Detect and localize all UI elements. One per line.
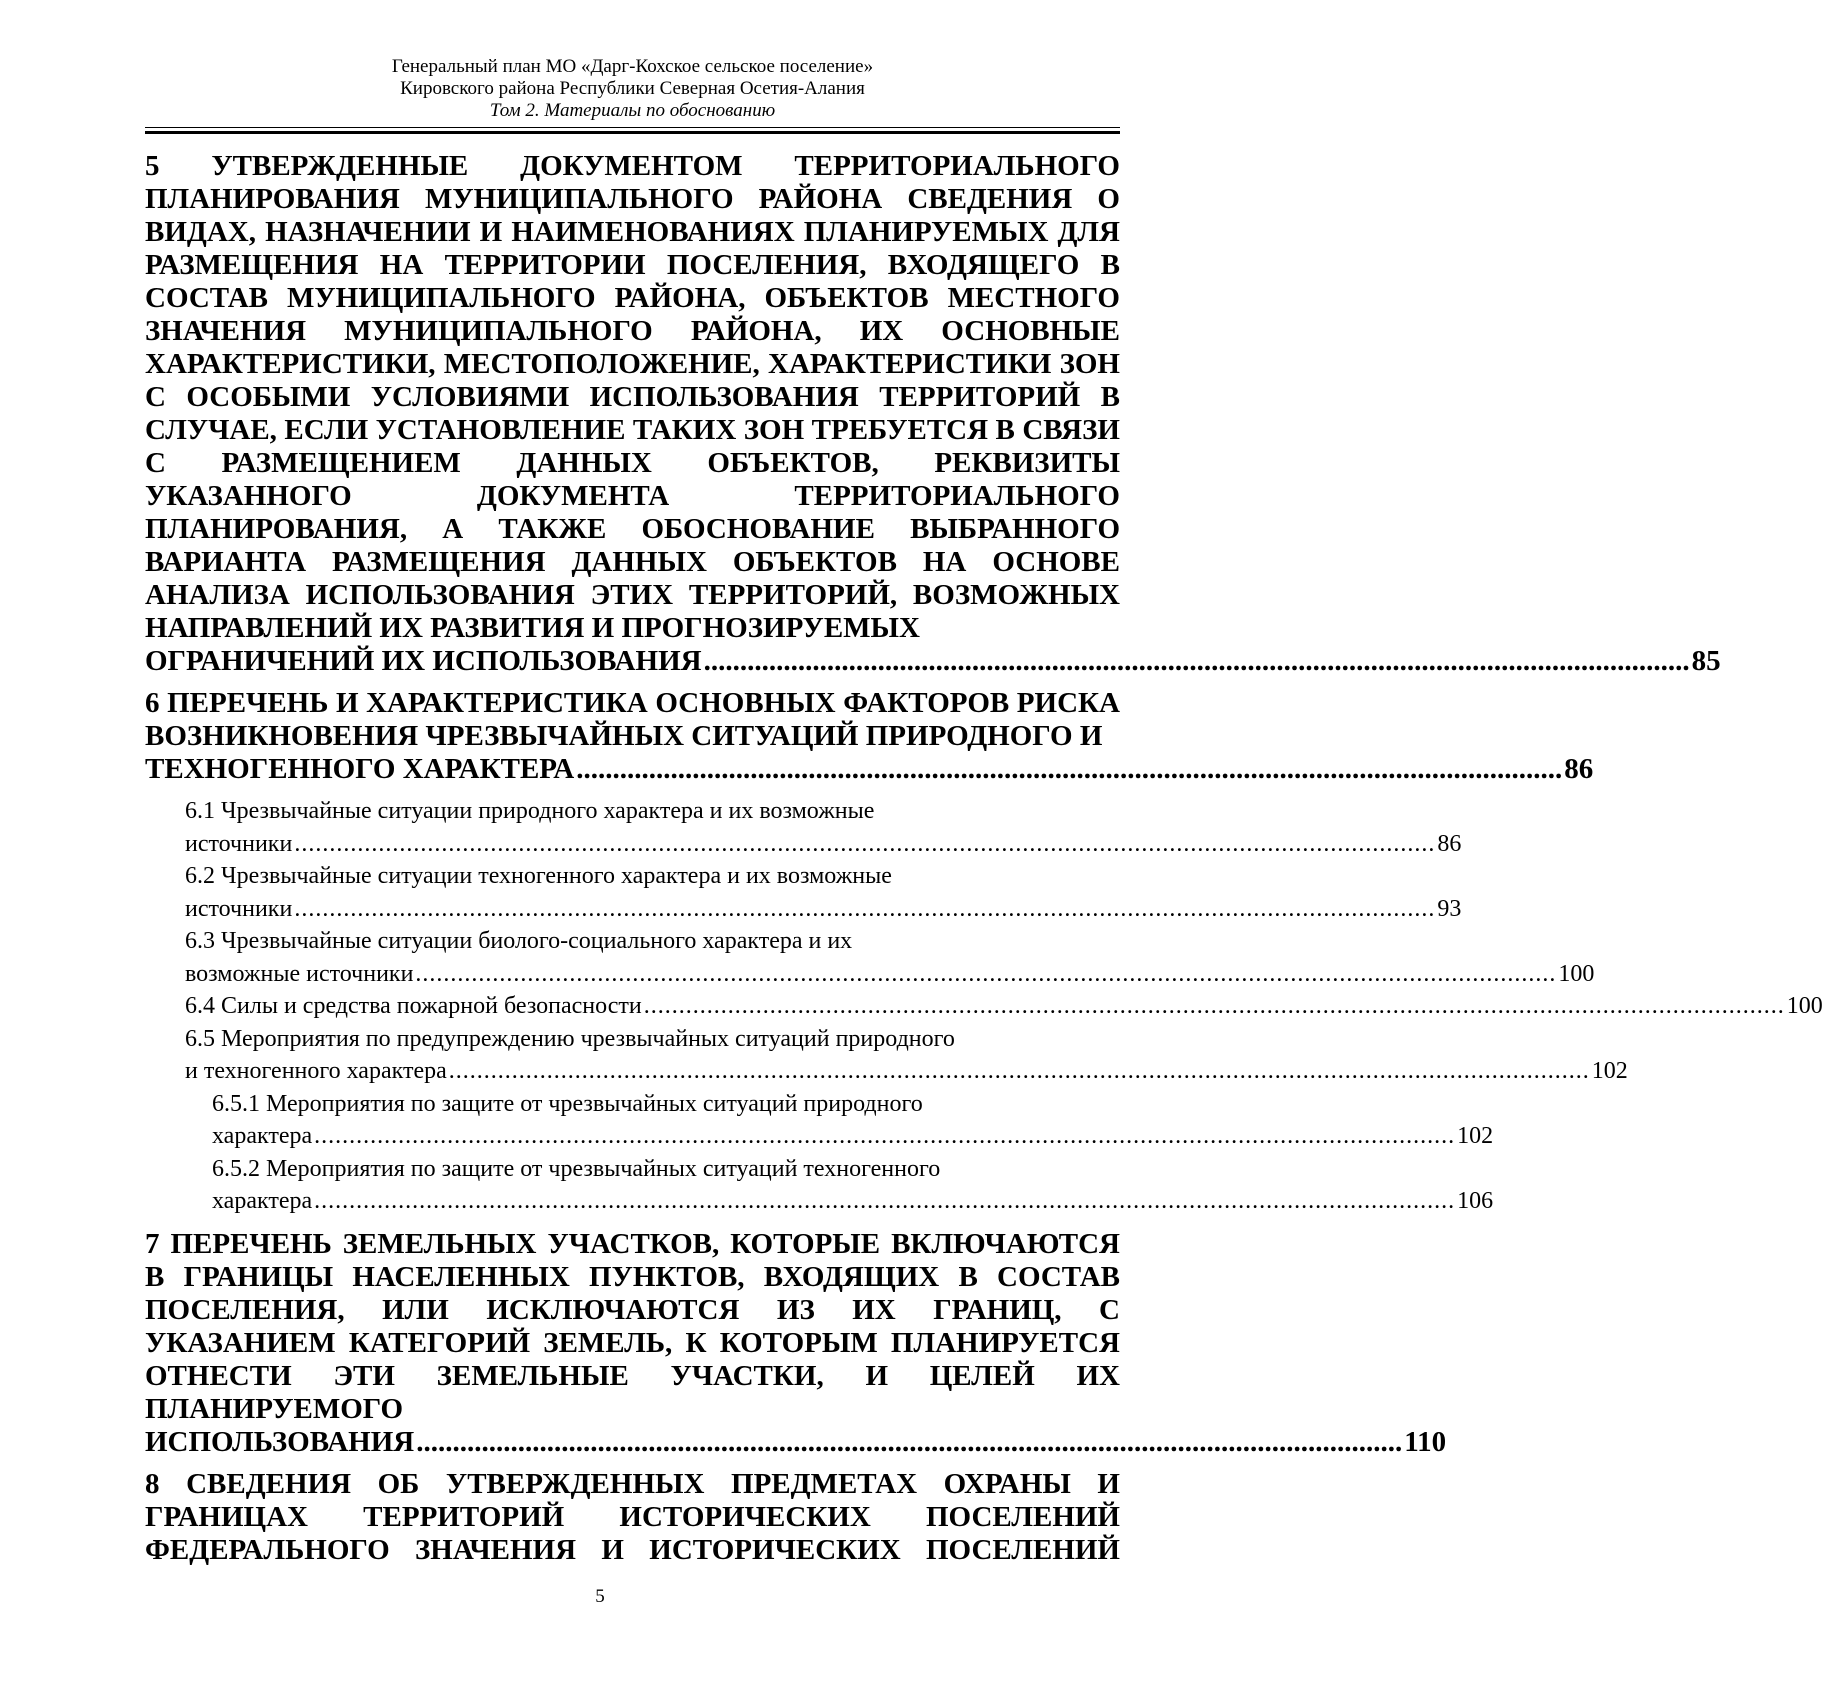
toc-entry-6-5-1-last-line: характера — [212, 1123, 313, 1149]
dot-leader: ................................................................................................................................................................... — [415, 960, 1557, 987]
toc-entry-8[interactable] — [145, 1468, 1120, 1567]
toc-entry-6-3-text: 6.3 Чрезвычайные ситуации биолого-социального характера и их — [185, 928, 853, 954]
toc-entry-6-4[interactable] — [185, 990, 1823, 1023]
toc-entry-6-5-2-page: 106 — [1457, 1188, 1494, 1214]
toc-entry-6-text: 6 ПЕРЕЧЕНЬ И ХАРАКТЕРИСТИКА ОСНОВНЫХ ФАКТОРОВ РИСКА ВОЗНИКНОВЕНИЯ ЧРЕЗВЫЧАЙНЫХ СИТУАЦИЙ ПРИРОДНОГО И — [145, 687, 1120, 752]
toc-entry-6-5-last-line: и техногенного характера — [185, 1058, 447, 1084]
dot-leader: ................................................................................................................................................................... — [314, 1123, 1456, 1149]
toc-entry-6-1-last-line: источники — [185, 830, 293, 857]
toc-entry-6-5[interactable] — [185, 1023, 1628, 1088]
toc-entry-6-5-1-text: 6.5.1 Мероприятия по защите от чрезвычайных ситуаций природного — [212, 1090, 923, 1117]
dot-leader: ................................................................................................................................................................... — [294, 830, 1436, 857]
running-header — [145, 56, 1120, 122]
toc-entry-6-1-page: 86 — [1437, 830, 1462, 857]
dot-leader: ........................................................................................................................................ — [703, 645, 1690, 677]
toc-entry-6-5-2-text: 6.5.2 Мероприятия по защите от чрезвычайных ситуаций техногенного — [212, 1155, 941, 1182]
toc-entry-6-page: 86 — [1564, 753, 1594, 785]
toc-entry-6-5-text: 6.5 Мероприятия по предупреждению чрезвычайных ситуаций природного — [185, 1025, 955, 1052]
header-line-2: Кировского района Республики Северная Осетия-Алания — [400, 78, 865, 99]
toc-entry-6-4-page: 100 — [1786, 993, 1823, 1019]
toc-entry-7-page: 110 — [1404, 1425, 1447, 1458]
toc-entry-6[interactable] — [145, 687, 1594, 786]
toc-entry-6-5-page: 102 — [1591, 1058, 1628, 1084]
toc-entry-5[interactable] — [145, 150, 1721, 678]
dot-leader: ................................................................................................................................................................... — [448, 1058, 1590, 1084]
toc-entry-5-text: 5 УТВЕРЖДЕННЫЕ ДОКУМЕНТОМ ТЕРРИТОРИАЛЬНОГО ПЛАНИРОВАНИЯ МУНИЦИПАЛЬНОГО РАЙОНА СВЕДЕНИЯ О ВИДАХ, НАЗНАЧЕНИИ И НАИМЕНОВАНИЯХ ПЛАНИРУЕМЫХ ДЛЯ РАЗМЕЩЕНИЯ НА ТЕРРИТОРИИ ПОСЕЛЕНИЯ, ВХОДЯЩЕГО В СОСТАВ МУНИЦИПАЛЬНОГО РАЙОНА, ОБЪЕКТОВ МЕСТНОГО ЗНАЧЕНИЯ МУНИЦИПАЛЬНОГО РАЙОНА, ИХ ОСНОВНЫЕ ХАРАКТЕРИСТИКИ, МЕСТОПОЛОЖЕНИЕ, ХАРАКТЕРИСТИКИ ЗОН С ОСОБЫМИ УСЛОВИЯМИ ИСПОЛЬЗОВАНИЯ ТЕРРИТОРИЙ В СЛУЧАЕ, ЕСЛИ УСТАНОВЛЕНИЕ ТАКИХ ЗОН ТРЕБУЕТСЯ В СВЯЗИ С РАЗМЕЩЕНИЕМ ДАННЫХ ОБЪЕКТОВ, РЕКВИЗИТЫ УКАЗАННОГО ДОКУМЕНТА ТЕРРИТОРИАЛЬНОГО ПЛАНИРОВАНИЯ, А ТАКЖЕ ОБОСНОВАНИЕ ВЫБРАННОГО ВАРИАНТА РАЗМЕЩЕНИЯ ДАННЫХ ОБЪЕКТОВ НА ОСНОВЕ АНАЛИЗА ИСПОЛЬЗОВАНИЯ ЭТИХ ТЕРРИТОРИЙ, ВОЗМОЖНЫХ НАПРАВЛЕНИЙ ИХ РАЗВИТИЯ И ПРОГНОЗИРУЕМЫХ — [145, 150, 1120, 644]
toc-entry-7[interactable] — [145, 1227, 1447, 1459]
toc-entry-7-text: 7 ПЕРЕЧЕНЬ ЗЕМЕЛЬНЫХ УЧАСТКОВ, КОТОРЫЕ ВКЛЮЧАЮТСЯ В ГРАНИЦЫ НАСЕЛЕННЫХ ПУНКТОВ, ВХОДЯЩИХ В СОСТАВ ПОСЕЛЕНИЯ, ИЛИ ИСКЛЮЧАЮТСЯ ИЗ ИХ ГРАНИЦ, С УКАЗАНИЕМ КАТЕГОРИЙ ЗЕМЕЛЬ, К КОТОРЫМ ПЛАНИРУЕТСЯ ОТНЕСТИ ЭТИ ЗЕМЕЛЬНЫЕ УЧАСТКИ, И ЦЕЛЕЙ ИХ ПЛАНИРУЕМОГО — [145, 1227, 1120, 1425]
toc-subsections-6 — [145, 795, 1823, 1218]
dot-leader: ................................................................................................................................................................... — [294, 895, 1436, 922]
table-of-contents — [145, 150, 1823, 1576]
toc-entry-6-3-page: 100 — [1558, 960, 1595, 987]
toc-entry-6-1-text: 6.1 Чрезвычайные ситуации природного характера и их возможные — [185, 798, 875, 824]
toc-entry-6-last-line: ТЕХНОГЕННОГО ХАРАКТЕРА — [145, 753, 575, 785]
header-rule-thick — [145, 131, 1120, 134]
toc-entry-6-5-2-last-line: характера — [212, 1188, 313, 1214]
toc-entry-6-5-1[interactable] — [212, 1088, 1494, 1153]
toc-entry-8-text: 8 СВЕДЕНИЯ ОБ УТВЕРЖДЕННЫХ ПРЕДМЕТАХ ОХРАНЫ И ГРАНИЦАХ ТЕРРИТОРИЙ ИСТОРИЧЕСКИХ ПОСЕЛЕНИЙ ФЕДЕРАЛЬНОГО ЗНАЧЕНИЯ И ИСТОРИЧЕСКИХ ПОСЕЛЕНИЙ — [145, 1467, 1120, 1566]
toc-entry-6-2-text: 6.2 Чрезвычайные ситуации техногенного характера и их возможные — [185, 863, 892, 889]
toc-entry-5-page: 85 — [1691, 645, 1721, 677]
header-line-1: Генеральный план МО «Дарг-Кохское сельское поселение» — [391, 56, 874, 77]
dot-leader: ........................................................................................................................................ — [416, 1425, 1403, 1458]
page-number: 5 — [595, 1586, 605, 1607]
toc-entry-6-2[interactable] — [185, 860, 1462, 925]
toc-entry-6-3-last-line: возможные источники — [185, 960, 414, 987]
toc-entry-6-2-page: 93 — [1437, 895, 1462, 922]
toc-entry-6-4-text: 6.4 Силы и средства пожарной безопасности — [185, 993, 642, 1019]
dot-leader: ................................................................................................................................................................... — [643, 993, 1785, 1019]
dot-leader: ................................................................................................................................................................... — [314, 1188, 1456, 1214]
toc-entry-6-5-2[interactable] — [212, 1153, 1494, 1218]
toc-entry-7-last-line: ИСПОЛЬЗОВАНИЯ — [145, 1425, 415, 1458]
toc-entry-6-3[interactable] — [185, 925, 1595, 990]
toc-entry-6-2-last-line: источники — [185, 895, 293, 922]
dot-leader: ........................................................................................................................................ — [576, 753, 1563, 785]
toc-entry-6-1[interactable] — [185, 795, 1462, 860]
header-rule-thin — [145, 127, 1120, 128]
header-line-3: Том 2. Материалы по обоснованию — [489, 100, 776, 121]
toc-entry-5-last-line: ОГРАНИЧЕНИЙ ИХ ИСПОЛЬЗОВАНИЯ — [145, 645, 702, 677]
toc-entry-6-5-1-page: 102 — [1457, 1123, 1494, 1149]
